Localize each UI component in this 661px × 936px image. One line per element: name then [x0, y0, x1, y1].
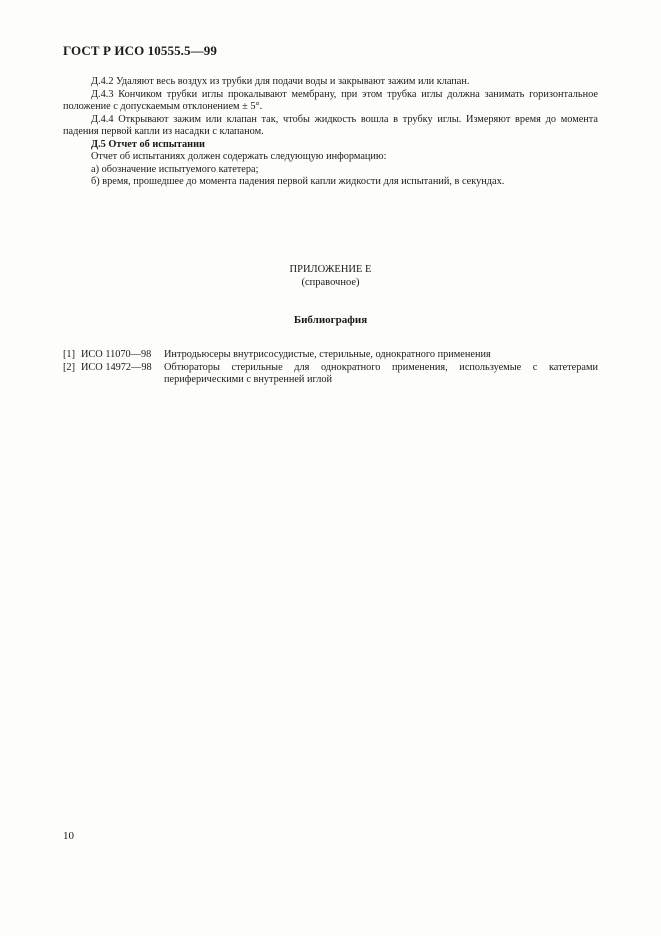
report-section-title: Д.5 Отчет об испытании [91, 138, 205, 150]
appendix-subtitle: (справочное) [301, 277, 360, 288]
report-item-a: а) обозначение испытуемого катетера; [91, 163, 259, 175]
bib-entry-number: [2] [63, 361, 76, 373]
report-item-b: б) время, прошедшее до момента падения первой капли жидкости для испытаний, в секундах. [91, 176, 505, 187]
page-number: 10 [63, 830, 74, 842]
appendix-title: ПРИЛОЖЕНИЕ Е [289, 264, 372, 275]
bib-entry-code: ИСО 11070—98 [81, 349, 152, 360]
report-intro: Отчет об испытаниях должен содержать следующую информацию: [91, 151, 387, 162]
bibliography-title: Библиография [293, 314, 368, 326]
bib-entry-code: ИСО 14972—98 [81, 361, 152, 373]
procedure-section [63, 76, 598, 189]
clause-d42: Д.4.2 Удаляют весь воздух из трубки для подачи воды и закрывают зажим или клапан. [91, 76, 470, 87]
bibliography-entry [63, 349, 598, 362]
bib-entry-text: Интродьюсеры внутрисосудистые, стерильные, однократного применения [164, 349, 491, 360]
clause-d43: Д.4.3 Кончиком трубки иглы прокалывают мембрану, при этом трубка иглы должна занимать горизонтальное положение с допускаемым отклонением ± 5°. [63, 88, 598, 112]
bib-entry-number: [1] [63, 349, 76, 360]
clause-d44: Д.4.4 Открывают зажим или клапан так, чтобы жидкость вошла в трубку иглы. Измеряют время до момента падения первой капли из насадки с клапаном. [63, 113, 598, 137]
bibliography-list [63, 349, 598, 387]
bibliography-entry [63, 362, 598, 387]
bib-entry-text: Обтюраторы стерильные для однократного применения, используемые с катетерами периферическими с внутренней иглой [164, 361, 598, 385]
appendix-heading [63, 263, 598, 289]
document-header: ГОСТ Р ИСО 10555.5—99 [63, 43, 217, 58]
